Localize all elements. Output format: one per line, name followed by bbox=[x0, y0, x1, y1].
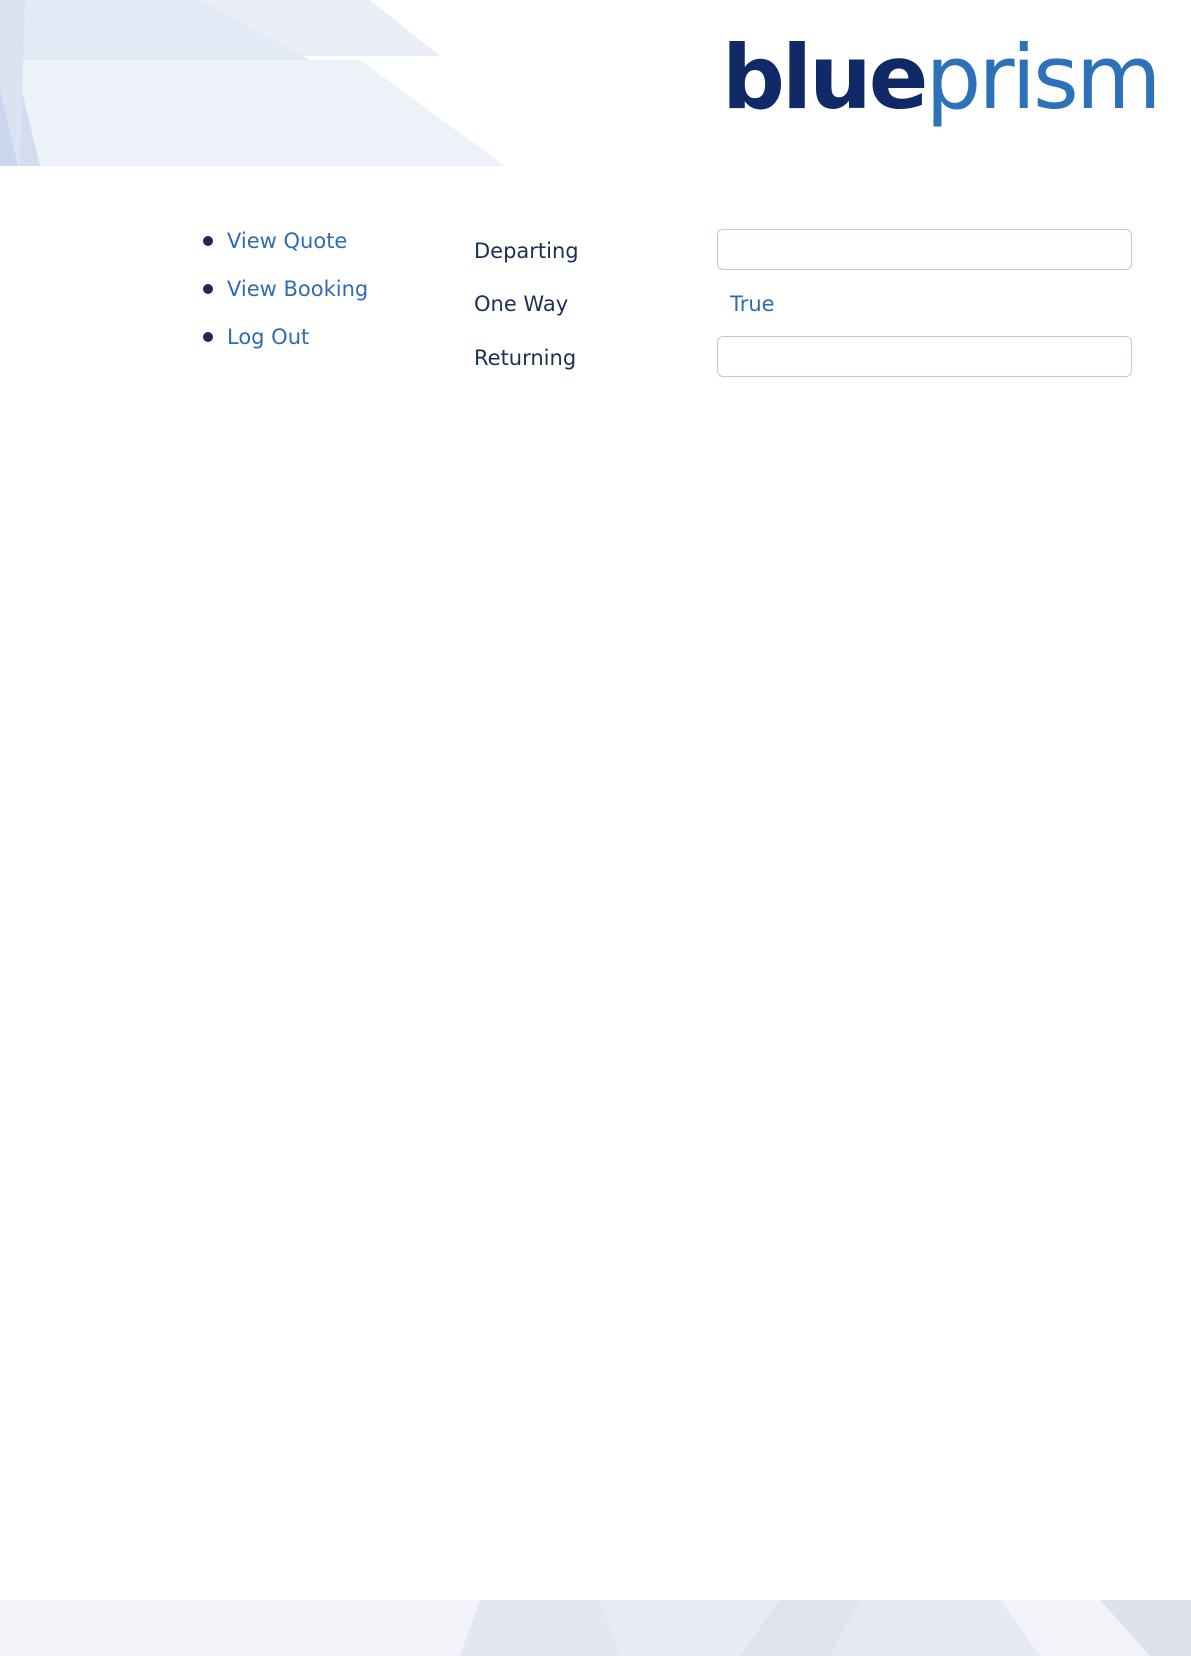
returning-field[interactable] bbox=[717, 336, 1132, 377]
blueprism-logo bbox=[722, 26, 1159, 129]
nav-item-view-quote bbox=[200, 226, 368, 274]
logo-text-blue: blue bbox=[722, 26, 926, 129]
nav-item-log-out bbox=[200, 322, 368, 370]
one-way-value: True bbox=[730, 292, 775, 316]
log-out-link[interactable]: Log Out bbox=[227, 325, 310, 349]
bullet-icon bbox=[203, 332, 213, 342]
nav-menu bbox=[200, 226, 368, 370]
one-way-label: One Way bbox=[474, 292, 569, 316]
departing-label: Departing bbox=[474, 239, 579, 263]
footer-decoration bbox=[0, 1600, 1191, 1656]
header-decoration bbox=[0, 0, 520, 166]
bullet-icon bbox=[203, 236, 213, 246]
nav-item-view-booking bbox=[200, 274, 368, 322]
logo-text-prism: prism bbox=[925, 26, 1159, 129]
view-quote-link[interactable]: View Quote bbox=[227, 229, 348, 253]
bullet-icon bbox=[203, 284, 213, 294]
returning-label: Returning bbox=[474, 346, 577, 370]
departing-field[interactable] bbox=[717, 229, 1132, 270]
view-booking-link[interactable]: View Booking bbox=[227, 277, 369, 301]
